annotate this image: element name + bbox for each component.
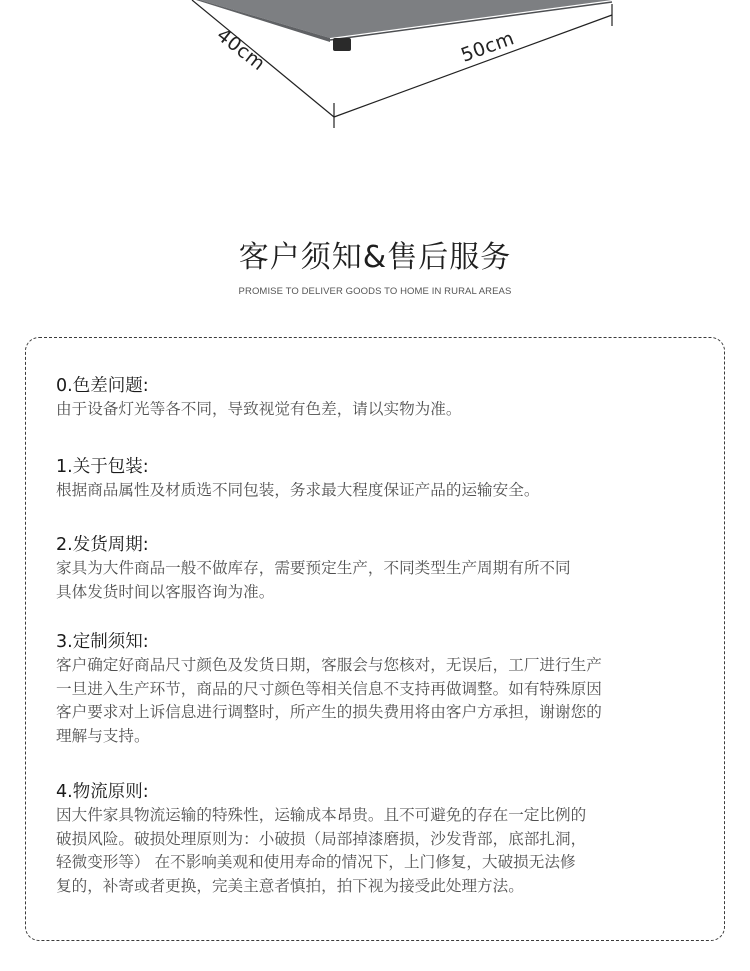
notice-line: 因大件家具物流运输的特殊性，运输成本昂贵。且不可避免的存在一定比例的	[56, 806, 587, 824]
notice-line: 一旦进入生产环节，商品的尺寸颜色等相关信息不支持再做调整。如有特殊原因	[56, 679, 602, 698]
page-title: 客户须知&售后服务	[238, 240, 512, 275]
section-header	[0, 236, 750, 297]
notice-heading: 4.物流原则:	[56, 782, 149, 802]
notice-line: 客户确定好商品尺寸颜色及发货日期，客服会与您核对，无误后，工厂进行生产	[56, 656, 602, 674]
notice-body	[56, 479, 706, 503]
notice-delivery-cycle	[56, 533, 706, 604]
dimension-drawing	[0, 0, 750, 140]
notice-packaging	[56, 455, 706, 503]
notice-line: 具体发货时间以客服咨询为准。	[56, 582, 275, 601]
notice-color-difference	[56, 374, 706, 422]
width-label: 50cm	[458, 27, 518, 67]
notice-heading: 0.色差问题:	[56, 376, 149, 396]
notice-line: 破损风险。破损处理原则为：小破损（局部掉漆磨损，沙发背部，底部扎洞，	[56, 829, 587, 848]
notice-line: 由于设备灯光等各不同，导致视觉有色差，请以实物为准。	[56, 400, 462, 418]
product-dimension-illustration	[0, 0, 750, 140]
notice-body	[56, 557, 706, 604]
notice-body	[56, 398, 706, 422]
depth-label: 40cm	[212, 24, 270, 76]
notice-line: 轻微变形等） 在不影响美观和使用寿命的情况下，上门修复，大破损无法修	[56, 853, 576, 871]
cabinet-foot	[333, 38, 351, 51]
notice-heading: 3.定制须知:	[56, 632, 149, 652]
notice-line: 客户要求对上诉信息进行调整时，所产生的损失费用将由客户方承担，谢谢您的	[56, 703, 602, 721]
customer-notice-box	[25, 337, 725, 941]
notice-line: 根据商品属性及材质选不同包装，务求最大程度保证产品的运输安全。	[56, 481, 540, 499]
notice-line: 复的，补寄或者更换，完美主意者慎拍，拍下视为接受此处理方法。	[56, 876, 524, 895]
notice-logistics	[56, 780, 706, 898]
notice-body	[56, 654, 706, 748]
notice-customization	[56, 630, 706, 748]
notice-line: 理解与支持。	[56, 726, 150, 745]
notice-body	[56, 804, 706, 898]
notice-heading: 1.关于包装:	[56, 457, 149, 477]
page-subtitle: PROMISE TO DELIVER GOODS TO HOME IN RURAL AREAS	[238, 286, 512, 297]
notice-line: 家具为大件商品一般不做库存，需要预定生产，不同类型生产周期有所不同	[56, 559, 571, 577]
notice-heading: 2.发货周期:	[56, 535, 149, 555]
